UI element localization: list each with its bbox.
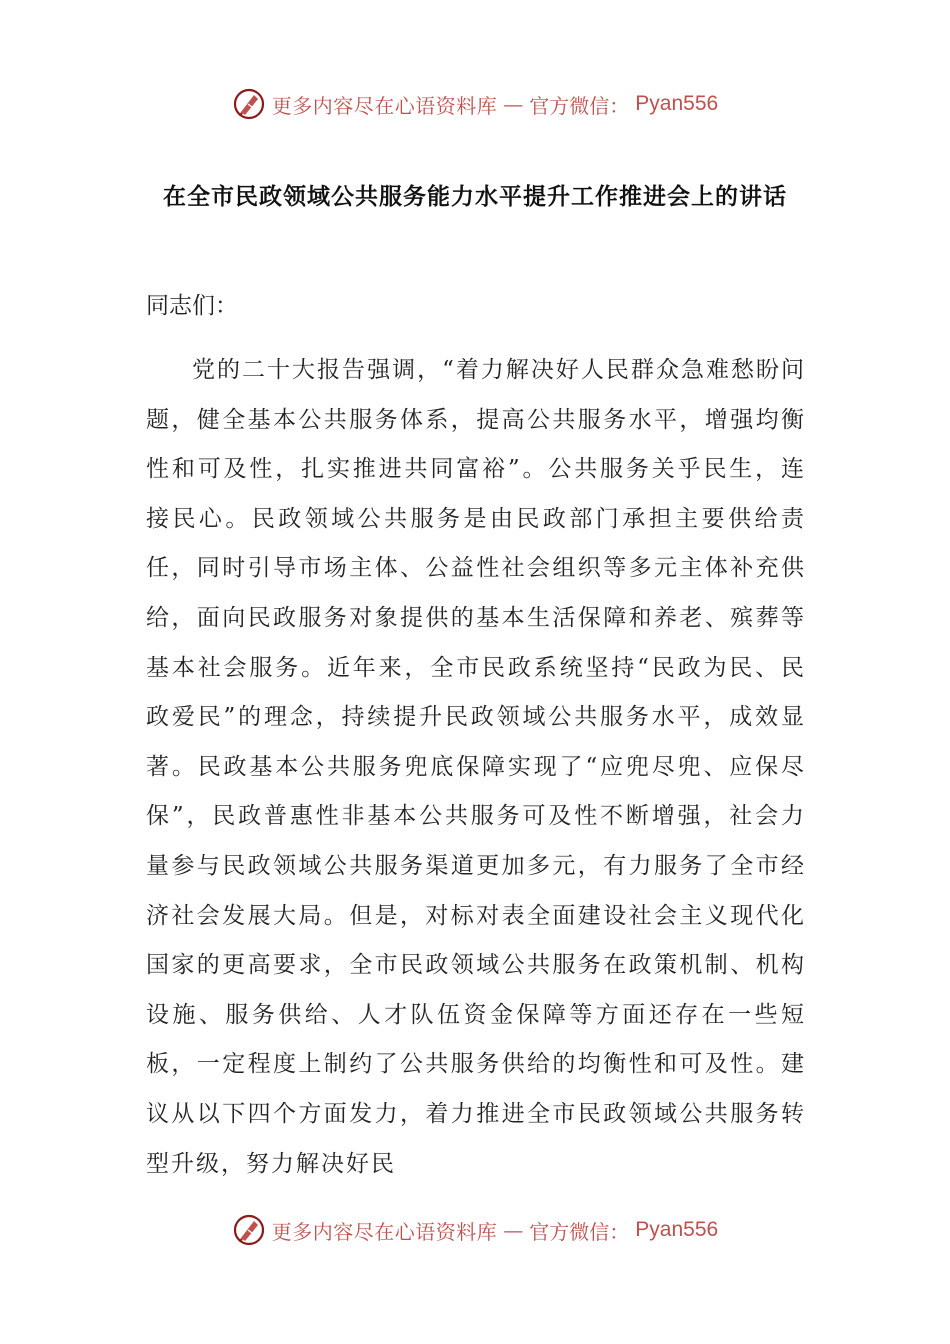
banner-wechat-label: 官方微信： xyxy=(529,1219,630,1244)
body-paragraph: 党的二十大报告强调，“着力解决好人民群众急难愁盼问题，健全基本公共服务体系，提高公共服务水平，增强均衡性和可及性，扎实推进共同富裕”。公共服务关乎民生，连接民心。民政领域公共服务是由民政部门承担主要供给责任，同时引导市场主体、公益性社会组织等多元主体补充供给，面向民政服务对象提供的基本生活保障和养老、殡葬等基本社会服务。近年来，全市民政系统坚持“民政为民、民政爱民”的理念，持续提升民政领域公共服务水平，成效显著。民政基本公共服务兜底保障实现了“应兜尽兜、应保尽保”，民政普惠性非基本公共服务可及性不断增强，社会力量参与民政领域公共服务渠道更加多元，有力服务了全市经济社会发展大局。但是，对标对表全面建设社会主义现代化国家的更高要求，全市民政领域公共服务在政策机制、机构设施、服务供给、人才队伍资金保障等方面还存在一些短板，一定程度上制约了公共服务供给的均衡性和可及性。建议从以下四个方面发力，着力推进全市民政领域公共服务转型升级，努力解决好民 xyxy=(146,357,806,1177)
banner-brand-text: 更多内容尽在心语资料库 xyxy=(271,1219,498,1244)
banner-separator: — xyxy=(503,1218,524,1242)
banner-wechat-id: Pyan556 xyxy=(635,1218,719,1241)
header-banner xyxy=(0,82,950,126)
pen-nib-logo-icon xyxy=(232,87,266,121)
banner-brand-text: 更多内容尽在心语资料库 xyxy=(271,93,498,118)
banner-wechat-label: 官方微信： xyxy=(529,93,630,118)
pen-nib-logo-icon xyxy=(232,1213,266,1247)
footer-banner xyxy=(0,1208,950,1252)
banner-wechat-id: Pyan556 xyxy=(635,92,719,115)
document-title: 在全市民政领域公共服务能力水平提升工作推进会上的讲话 xyxy=(163,184,787,210)
salutation: 同志们： xyxy=(146,293,238,319)
banner-separator: — xyxy=(503,92,524,116)
